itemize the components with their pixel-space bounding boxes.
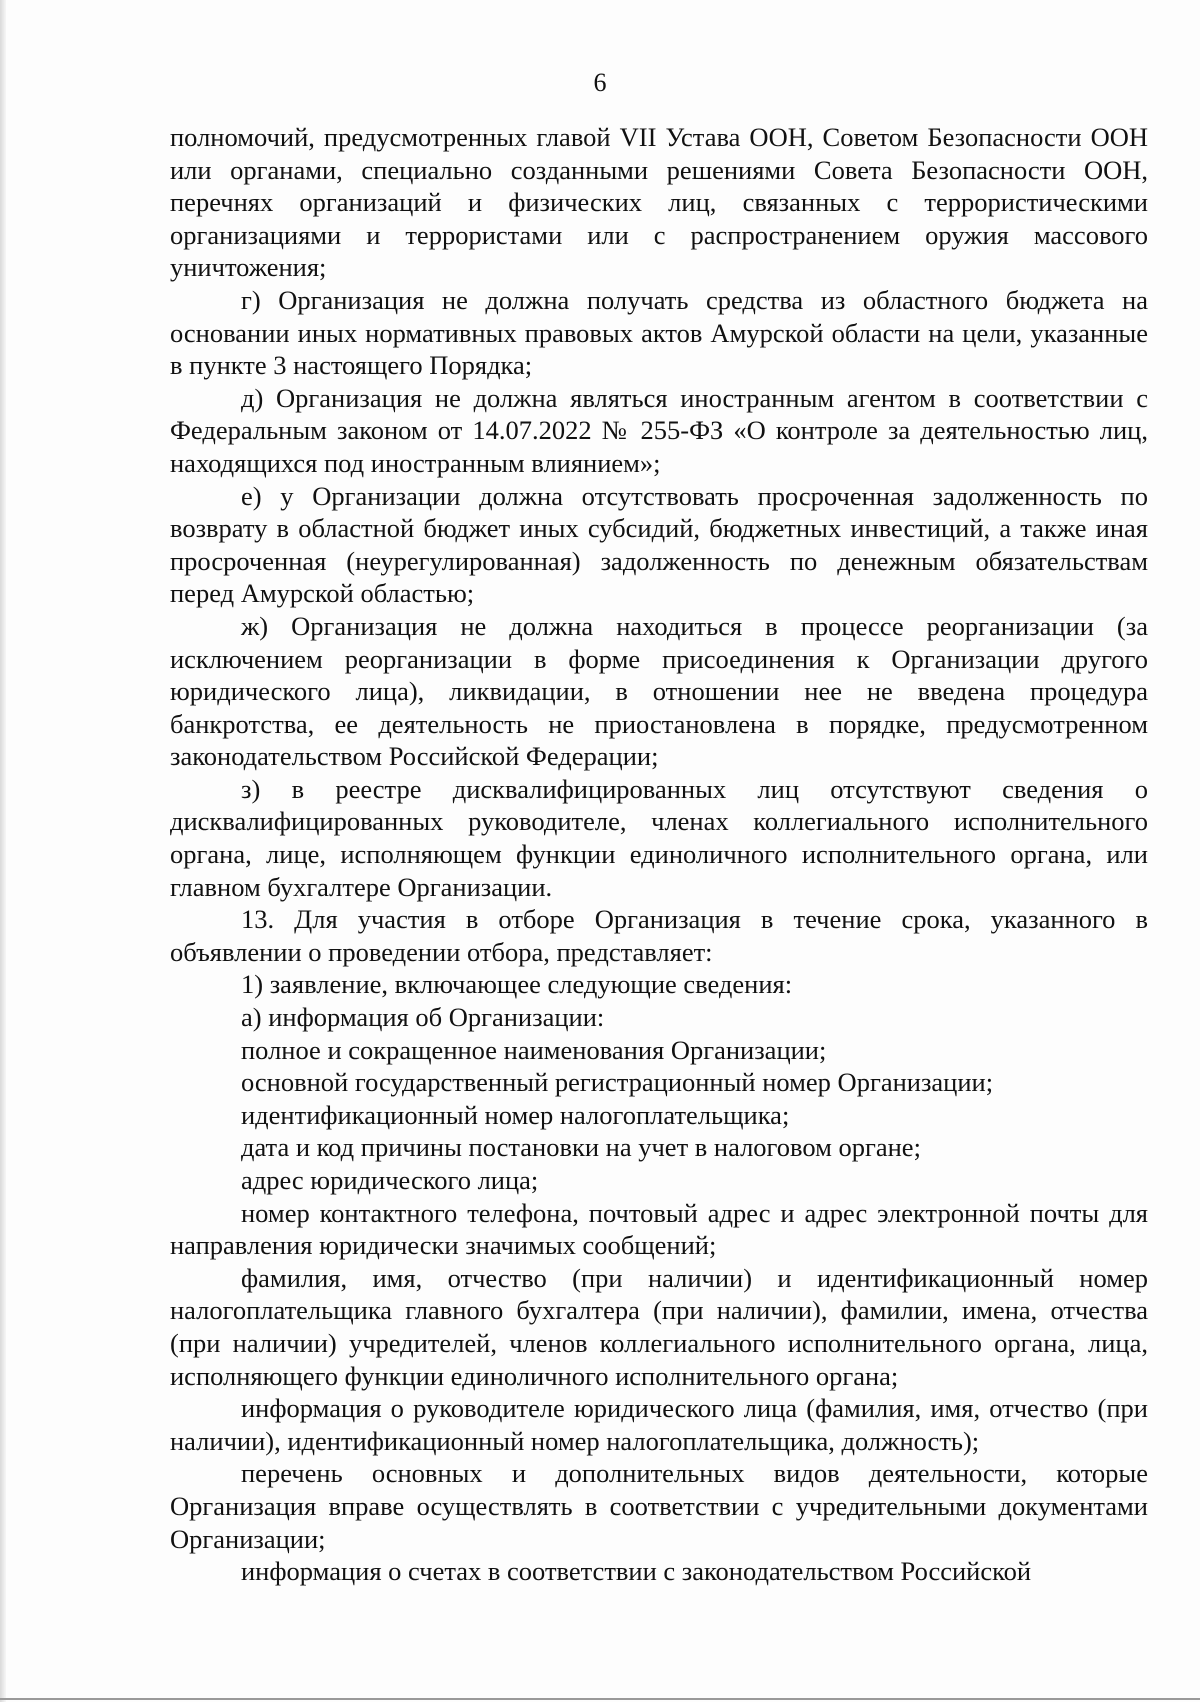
paragraph-item-d: д) Организация не должна являться иностранным агентом в соответствии с Федеральным законом от 14.07.2022 № 255-ФЗ «О контроле за деятельностью лиц, находящихся под иностранным влиянием»; — [170, 382, 1148, 478]
paragraph-subitem-a: а) информация об Организации: — [241, 1002, 605, 1033]
paragraph-subitem-1: 1) заявление, включающее следующие сведения: — [241, 969, 793, 1000]
list-item: информация о счетах в соответствии с законодательством Российской — [241, 1556, 1032, 1587]
list-item: дата и код причины постановки на учет в налоговом органе; — [241, 1132, 921, 1163]
paragraph-item-z: з) в реестре дисквалифицированных лиц отсутствуют сведения о дисквалифицированных руководителе, членах коллегиального исполнительного органа, лице, исполняющем функции единоличного исполнительного органа, или главном бухгалтере Организации. — [170, 773, 1148, 902]
list-item: адрес юридического лица; — [241, 1165, 539, 1195]
scan-edge — [0, 0, 6, 1702]
list-item: информация о руководителе юридического лица (фамилия, имя, отчество (при наличии), идентификационный номер налогоплательщика, должность); — [170, 1393, 1148, 1456]
paragraph-item-g: г) Организация не должна получать средства из областного бюджета на основании иных нормативных правовых актов Амурской области на цели, указанные в пункте 3 настоящего Порядка; — [170, 284, 1148, 381]
list-item: основной государственный регистрационный номер Организации; — [241, 1067, 994, 1098]
list-item: номер контактного телефона, почтовый адрес и адрес электронной почты для направления юридически значимых сообщений; — [170, 1197, 1148, 1261]
paragraph-item-zh: ж) Организация не должна находиться в процессе реорганизации (за исключением реорганизации в форме присоединения к Организации другого юридического лица), ликвидации, в отношении нее не введена процедура банкротства, ее деятельность не приостановлена в порядке, предусмотренном законодательством Российской Федерации; — [170, 610, 1148, 772]
document-body — [170, 121, 1148, 1588]
scan-bottom-edge — [0, 1698, 1200, 1700]
page-number: 6 — [593, 68, 607, 97]
paragraph: полномочий, предусмотренных главой VII Устава ООН, Советом Безопасности ООН или органами, специально созданными решениями Совета Безопасности ООН, перечнях организаций и физических лиц, связанных с террористическими организациями и террористами или с распространением оружия массового уничтожения; — [170, 122, 1148, 283]
paragraph-item-e: е) у Организации должна отсутствовать просроченная задолженность по возврату в областной бюджет иных субсидий, бюджетных инвестиций, а также иная просроченная (неурегулированная) задолженность по денежным обязательствам перед Амурской областью; — [170, 480, 1148, 609]
list-item: фамилия, имя, отчество (при наличии) и идентификационный номер налогоплательщика главного бухгалтера (при наличии), фамилии, имена, отчества (при наличии) учредителей, членов коллегиального исполнительного органа, лица, исполняющего функции единоличного исполнительного органа; — [170, 1262, 1148, 1391]
list-item: полное и сокращенное наименования Организации; — [241, 1034, 827, 1065]
paragraph-section-13: 13. Для участия в отборе Организация в течение срока, указанного в объявлении о проведении отбора, представляет: — [170, 904, 1148, 967]
list-item: идентификационный номер налогоплательщика; — [241, 1099, 790, 1130]
list-item: перечень основных и дополнительных видов деятельности, которые Организация вправе осуществлять в соответствии с учредительными документами Организации; — [170, 1458, 1148, 1554]
